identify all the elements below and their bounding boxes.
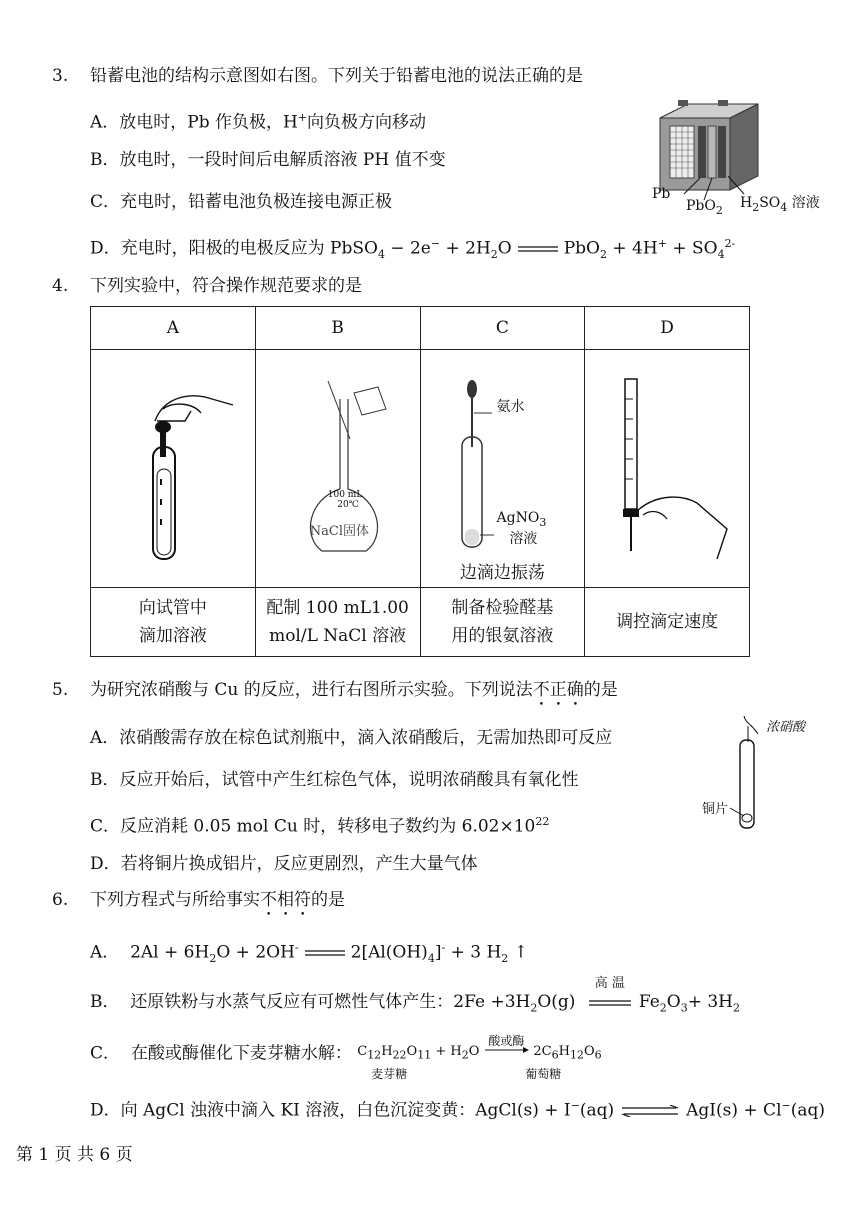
label-pb: Pb [652, 186, 671, 202]
label-pbo2: PbO$_2$ [686, 198, 723, 217]
burette-illustration [587, 369, 747, 569]
q5-option-d: D．若将铜片换成铝片，反应更剧烈，产生大量气体 [90, 854, 478, 874]
caption-d: 调控滴定速度 [585, 588, 750, 657]
q3-option-c: C．充电时，铅蓄电池负极连接电源正极 [90, 192, 393, 212]
header-b: B [255, 307, 420, 350]
q4-stem: 下列实验中，符合操作规范要求的是 [90, 276, 362, 296]
high-temp-condition: 高 温 [594, 975, 625, 991]
q6-option-a: A． $2Al + 6H_2O + 2OH^-$ $2[Al(OH)_4]^- + 3$ $H_2$ ↑ [90, 941, 528, 966]
agno3-label: AgNO$_3$ 溶液 [496, 510, 547, 547]
nitric-acid-label: 浓硝酸 [766, 720, 806, 735]
q6-number: 6. [52, 890, 69, 910]
cell-d-image [585, 350, 750, 588]
glucose-label: 葡萄糖 [525, 1067, 562, 1081]
q6-option-d: D．向 AgCl 浊液中滴入 KI 溶液，白色沉淀变黄：AgCl(s) + I−(aq) AgI(s) + Cl−(aq) [90, 1099, 826, 1121]
maltose-equation: $C_{12}H_{22}O_{11} + H_2O$ 酸或酶 $2C_6H_{12}O_6$ 麦芽糖 葡萄糖 [357, 1040, 601, 1068]
nitric-acid-figure [700, 712, 840, 832]
header-d: D [585, 307, 750, 350]
q3-number: 3. [52, 66, 69, 86]
q3-stem: 铅蓄电池的结构示意图如右图。下列关于铅蓄电池的说法正确的是 [90, 66, 583, 86]
lead-battery-figure [648, 96, 858, 216]
q6-stem: 下列方程式与所给事实不相符的是 [90, 890, 345, 910]
q5-option-a: A．浓硝酸需存放在棕色试剂瓶中，滴入浓硝酸后，无需加热即可反应 [90, 728, 613, 748]
q5-option-c: C．反应消耗 0.05 mol Cu 时，转移电子数约为 $6.02\times 10^{22}$ [90, 815, 550, 837]
q5-stem: 为研究浓硝酸与 Cu 的反应，进行右图所示实验。下列说法不正确的是 [90, 680, 618, 700]
header-c: C [420, 307, 585, 350]
nacl-solid-label: NaCl固体 [309, 524, 369, 539]
q4-number: 4. [52, 276, 69, 296]
caption-c: 制备检验醛基 用的银氨溶液 [420, 588, 585, 657]
q4-options-table [90, 306, 750, 657]
caption-b: 配制 100 mL1.00 mol/L NaCl 溶液 [255, 588, 420, 657]
cell-c-image [420, 350, 585, 588]
copper-label: 铜片 [702, 802, 729, 817]
q5-option-b: B．反应开始后，试管中产生红棕色气体，说明浓硝酸具有氧化性 [90, 770, 579, 790]
cell-b-image [255, 350, 420, 588]
flask-label: 100 mL 20℃ [327, 490, 363, 510]
ammonia-label: 氨水 [496, 399, 525, 415]
q6-option-c: C． 在酸或酶催化下麦芽糖水解： $C_{12}H_{22}O_{11} + H_2O$ 酸或酶 $2C_6H_{12}O_6$ 麦芽糖 葡萄糖 [90, 1040, 602, 1068]
shake-caption: 边滴边振荡 [459, 563, 545, 583]
dropper-test-tube-illustration [93, 369, 253, 569]
q6-option-b: B． 还原铁粉与水蒸气反应有可燃性气体产生：$2Fe +3H_2O(g)$ 高 温 $Fe_2O_3+ 3H_2$ [90, 990, 740, 1020]
q3-option-a: A．放电时，Pb 作负极，H+向负极方向移动 [90, 111, 427, 133]
cell-a-image [91, 350, 256, 588]
maltose-label: 麦芽糖 [371, 1067, 408, 1081]
page-footer: 第 1 页 共 6 页 [16, 1145, 133, 1165]
q3-option-d: D．充电时，阳极的电极反应为 PbSO$_4$ − $2e^- + 2H_2O$ $PbO_2 + 4H^+ + SO_4^{2-}$ [90, 237, 736, 262]
q5-number: 5. [52, 680, 69, 700]
label-h2so4: $H_2SO_4$ 溶液 [740, 195, 820, 214]
caption-a: 向试管中 滴加溶液 [91, 588, 256, 657]
q3-option-b: B．放电时，一段时间后电解质溶液 PH 值不变 [90, 150, 446, 170]
header-a: A [91, 307, 256, 350]
